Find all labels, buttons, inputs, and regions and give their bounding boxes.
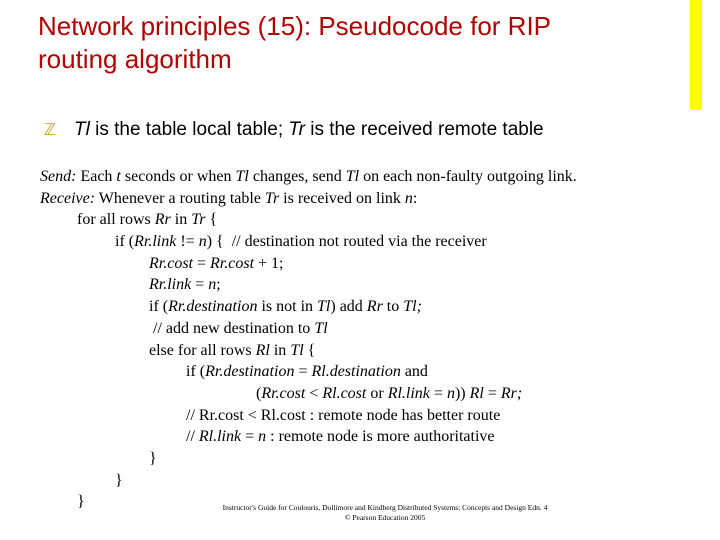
code-line [40,340,700,362]
code-line [40,448,700,470]
code-comment: // [186,428,199,446]
code-text: Each [76,168,117,185]
bullet-text-1: is the table local table; [89,119,289,140]
code-line [40,405,700,427]
code-var: n [404,189,413,207]
code-brace: } [115,471,123,489]
code-line [40,274,700,296]
code-var: Rl.link [387,384,430,402]
code-text: changes, send [248,168,346,185]
code-text: ( [256,384,262,402]
code-text: : [412,189,418,207]
code-text: in [170,211,192,229]
bullet-row [44,118,684,142]
code-text: ; [216,276,221,294]
code-line [40,426,700,448]
code-var: Rr.cost [261,384,306,402]
code-line [40,253,700,275]
bullet-term-tl: Tl [74,119,90,140]
code-var: n [446,384,455,402]
code-line [40,470,700,492]
code-var: Rl [255,341,270,359]
code-text: for all rows [77,211,155,229]
code-var: Rr [366,298,383,316]
code-line [40,166,700,188]
code-brace: } [77,493,85,511]
bullet-term-tr: Tr [288,119,305,140]
code-comment: // Rr.cost < Rl.cost : remote node has better route [186,406,501,424]
code-line [40,296,700,318]
code-line [40,188,700,210]
code-var: Rr.link [149,276,192,294]
code-text: else for all rows [149,341,256,359]
code-line [40,231,700,253]
code-var: Tl; [403,298,422,316]
code-var: n [258,428,267,446]
z-bullet-icon: ℤ [44,120,56,139]
pseudocode-block [40,166,700,513]
code-line [40,209,700,231]
code-var: Rr.destination [168,298,258,316]
code-text: { [303,341,316,359]
code-text: = [193,254,211,272]
code-text: if ( [186,363,206,381]
code-var: Rr.cost [210,254,255,272]
code-text: { [205,211,218,229]
code-var: Rr.destination [205,363,295,381]
code-var: Tl [317,298,331,316]
code-comment: // add new destination to [149,319,315,337]
code-text: ) { // destination not routed via the receiver [206,233,487,251]
code-text: = [483,384,501,402]
code-text: and [400,363,428,381]
code-var: Tl [235,168,249,185]
slide-title-line-1: Network principles (15): Pseudocode for RIP [38,11,552,41]
slide-title-line-2: routing algorithm [38,44,232,74]
code-text: if ( [115,233,135,251]
code-text: to [382,298,404,316]
code-line [40,383,700,405]
code-var: Tl [345,168,360,185]
code-line [40,361,700,383]
code-comment: = [241,428,259,446]
code-var: Tr [191,211,206,229]
footer-citation: Instructor's Guide for Coulouris, Dollimore and Kindberg Distributed Systems: Concepts and Design Edn. 4 [222,503,548,512]
code-var: Rr [154,211,171,229]
code-var: Rr; [500,384,523,402]
code-var: n [208,276,217,294]
code-text: = [429,384,447,402]
code-text: = [294,363,312,381]
code-var: n [198,233,207,251]
code-var: Tl [314,319,328,337]
code-text: if ( [149,298,169,316]
code-brace: } [149,449,157,467]
code-text: ) add [330,298,367,316]
code-var: Rl.cost [322,384,367,402]
code-line [40,318,700,340]
code-var: Rr.link [134,233,177,251]
code-var: Tr [264,189,280,207]
code-text: in [269,341,291,359]
code-text: != [176,233,199,251]
bullet-text-2: is the received remote table [304,119,544,140]
code-keyword: Receive: [40,189,96,207]
code-text: is not in [257,298,318,316]
code-var: Rl [469,384,484,402]
code-keyword: Send: [40,168,77,185]
code-var: Rl.destination [311,363,401,381]
accent-bar [690,0,702,110]
footer-copyright: © Pearson Education 2005 [344,513,426,522]
slide-footer [200,503,570,523]
code-var: t [116,168,121,185]
code-text: seconds or when [120,168,236,185]
code-text: )) [454,384,470,402]
code-var: Tl [290,341,304,359]
code-text: or [366,384,388,402]
code-comment: : remote node is more authoritative [266,428,495,446]
code-text: is received on link [279,189,405,207]
code-text: + 1; [254,254,284,272]
code-text: on each non-faulty outgoing link. [359,168,577,185]
slide-title [38,10,598,76]
code-text: = [191,276,209,294]
code-text: Whenever a routing table [95,189,265,207]
code-var: Rr.cost [149,254,193,272]
code-text: < [305,384,323,402]
code-var: Rl.link [198,428,242,446]
